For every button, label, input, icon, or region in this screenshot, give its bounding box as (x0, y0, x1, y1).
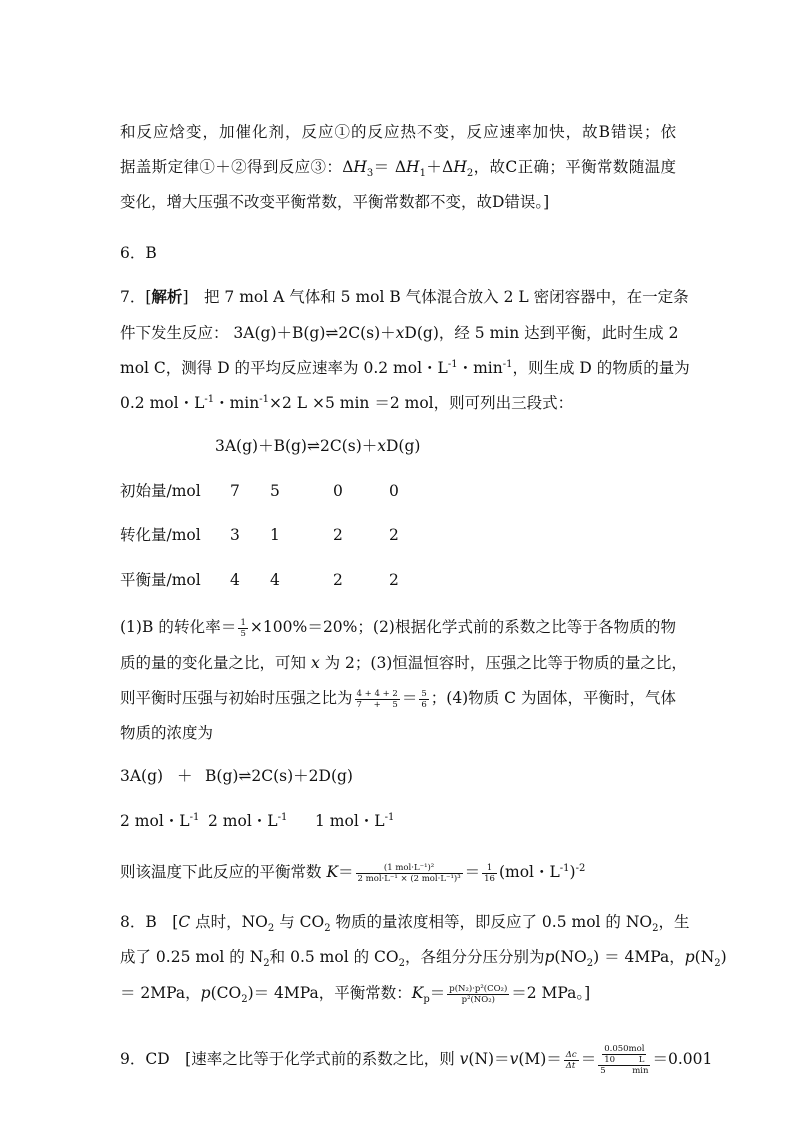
numerator: 5 (421, 688, 427, 699)
fraction (356, 863, 463, 884)
reaction-equation (120, 766, 163, 786)
subscript: 2 (714, 958, 721, 970)
numerator: Δc (565, 1049, 577, 1060)
text-run: ) (569, 863, 576, 881)
text-run: 质的量的变化量之比，可知 (120, 654, 311, 672)
text-run: x (377, 437, 386, 455)
text-run: D(g) (386, 437, 421, 455)
text-run: (CO (210, 984, 242, 1002)
text-run: ＝ (338, 863, 354, 881)
text-run: ＝ (580, 1050, 597, 1068)
denominator: 5 min (600, 1066, 649, 1076)
answer-6 (120, 243, 676, 263)
row-label: 初始量/mol (120, 482, 201, 500)
text-run: ) (720, 948, 727, 966)
text-run: ＝ 2MPa， (120, 984, 201, 1002)
subscript: 2 (652, 923, 659, 935)
text-run: ] 把 7 mol A 气体和 5 mol B 气体混合放入 2 L 密闭容器中，在一定条 (182, 288, 689, 306)
denominator: 5 (240, 628, 246, 639)
reaction-equation-plus (177, 766, 193, 786)
superscript: -1 (559, 862, 570, 874)
text-run: 则平衡时压强与初始时压强之比为 (120, 689, 353, 707)
text-run: 6．B (120, 244, 157, 262)
text-run: H (406, 158, 420, 176)
text-line (120, 653, 687, 673)
superscript: -1 (277, 811, 288, 823)
text-run: 物质的浓度为 (120, 724, 214, 742)
text-run: H (453, 158, 467, 176)
subscript: p (423, 994, 430, 1006)
fraction (419, 689, 428, 710)
text-run: 3A(g)＋B(g)⇌2C(s)＋ (215, 437, 378, 455)
subscript: 2 (324, 923, 331, 935)
text-run: ×2 L ×5 min ＝2 mol，则可列出三段式： (269, 394, 574, 412)
text-run: ＝2 MPa。] (511, 984, 591, 1002)
text-run: 成了 0.25 mol 的 N (120, 948, 264, 966)
text-run: (NO (554, 948, 587, 966)
text-run: ＝ (401, 689, 418, 707)
text-run: 据盖斯定律①＋②得到反应③：Δ (120, 158, 354, 176)
numerator: p(N₂)·p²(CO₂) (449, 983, 508, 994)
table-cell: 2 (333, 526, 343, 544)
reaction-equation (205, 766, 353, 786)
text-run: ) ＝ 4MPa， (593, 948, 685, 966)
denominator: 2 mol·L⁻¹ × (2 mol·L⁻¹)³ (357, 873, 461, 884)
subscript: 3 (366, 168, 374, 180)
numerator (598, 1044, 650, 1066)
text-line (120, 192, 676, 212)
text-line (120, 947, 727, 970)
equilibrium-constant-line (120, 862, 585, 884)
table-cell: 2 (389, 571, 399, 589)
text-run: v (509, 1050, 519, 1068)
text-run: 点时，NO (190, 913, 268, 931)
text-run: ，则生成 D 的物质的量为 (512, 359, 690, 377)
superscript: -1 (204, 393, 215, 405)
table-cell: 1 (270, 526, 280, 544)
text-run: 为 2；(3)恒温恒容时，压强之比等于物质的量之比， (319, 654, 687, 672)
table-cell: 4 (270, 571, 280, 589)
text-run: 7．[ (120, 288, 152, 306)
text-run: ・min (214, 394, 260, 412)
text-run: ，故C正确；平衡常数随温度 (473, 158, 676, 176)
text-run: H (353, 158, 367, 176)
text-run: K (326, 863, 339, 881)
text-line (120, 723, 676, 743)
numerator: 1 (240, 617, 246, 628)
text-line (120, 983, 676, 1005)
subscript: 2 (267, 923, 275, 935)
table-cell: 2 (333, 571, 343, 589)
table-cell: 3 (230, 526, 240, 544)
table-cell: 2 (389, 526, 399, 544)
denominator: 10 L (604, 1055, 645, 1065)
denominator: 6 (421, 699, 427, 710)
text-run: 1 mol・L (315, 812, 385, 830)
text-run: 8．B [ (120, 913, 179, 931)
compound-fraction (598, 1044, 650, 1076)
text-run: ＋ (177, 767, 193, 785)
text-run: ×100%＝20%；(2)根据化学式前的系数之比等于各物质的物 (249, 618, 676, 636)
analysis-label: 解析 (151, 287, 183, 306)
text-run: 3A(g) (120, 767, 164, 785)
text-run: 与 CO (274, 913, 325, 931)
text-run: ＝ Δ (373, 158, 407, 176)
text-line (120, 617, 676, 639)
text-run: 件下发生反应： 3A(g)＋B(g)⇌2C(s)＋ (120, 324, 396, 342)
inner-fraction (602, 1044, 646, 1065)
text-run: 0.2 mol・L (120, 394, 205, 412)
text-run: ，生 (658, 913, 690, 931)
numerator: (1 mol·L⁻¹)² (356, 863, 463, 874)
table-cell: 7 (230, 482, 240, 500)
text-run: ＝0.001 (652, 1050, 713, 1068)
text-run: (N (694, 948, 715, 966)
text-run: p (684, 948, 695, 966)
superscript: -1 (259, 393, 269, 405)
text-run: B(g)⇌2C(s)＋2D(g) (205, 767, 353, 785)
text-run: p (544, 948, 555, 966)
text-run: 2 mol・L (208, 812, 278, 830)
denominator: 7 + 5 (356, 699, 398, 710)
table-cell: 0 (389, 482, 399, 500)
numerator: 4 + 4 + 2 (356, 688, 398, 699)
superscript: -1 (447, 358, 458, 370)
fraction (482, 863, 497, 884)
text-run: 9．CD [速率之比等于化学式前的系数之比，则 (120, 1050, 460, 1068)
text-run: p (200, 984, 211, 1002)
fraction (447, 984, 509, 1005)
text-run: )＝ 4MPa，平衡常数： (247, 984, 412, 1002)
text-run: D(g)，经 5 min 达到平衡，此时生成 2 (404, 324, 679, 342)
text-run: (mol・L (498, 863, 560, 881)
row-label: 转化量/mol (120, 526, 201, 544)
denominator: Δt (565, 1060, 576, 1071)
subscript: 2 (586, 958, 594, 970)
concentration (208, 811, 287, 831)
text-line (120, 358, 690, 378)
concentration (120, 811, 199, 831)
denominator: p²(NO₂) (461, 994, 495, 1005)
table-cell: 4 (230, 571, 240, 589)
table-cell: 5 (270, 482, 280, 500)
row-label: 平衡量/mol (120, 571, 201, 589)
text-run: x (395, 324, 405, 342)
text-run: (N)＝ (468, 1050, 510, 1068)
numerator: 0.050mol (604, 1044, 645, 1054)
fraction (238, 618, 247, 639)
text-run: 变化，增大压强不改变平衡常数，平衡常数都不变，故D错误。] (120, 193, 550, 211)
concentration (315, 811, 394, 831)
text-run: 物质的量浓度相等，即反应了 0.5 mol 的 NO (330, 913, 653, 931)
text-run: v (459, 1050, 469, 1068)
text-line (120, 157, 676, 180)
text-run: 2 mol・L (120, 812, 190, 830)
text-line (120, 912, 690, 935)
fraction (564, 1050, 579, 1071)
text-run: x (310, 654, 320, 672)
text-line (120, 122, 676, 142)
text-line (120, 323, 679, 343)
text-run: 和 0.5 mol 的 CO (269, 948, 399, 966)
text-line (120, 688, 676, 710)
numerator: 1 (482, 863, 497, 874)
text-run: K (411, 984, 424, 1002)
text-run: ，各组分分压分别为 (404, 948, 545, 966)
reaction-equation (215, 436, 420, 456)
text-run: ＋Δ (425, 158, 454, 176)
text-run: 则该温度下此反应的平衡常数 (120, 863, 327, 881)
text-run: ＝ (464, 863, 481, 881)
text-line (120, 287, 689, 307)
text-run: mol C，测得 D 的平均反应速率为 0.2 mol・L (120, 359, 448, 377)
text-run: (1)B 的转化率＝ (120, 618, 237, 636)
superscript: -2 (575, 862, 586, 874)
superscript: -1 (502, 358, 513, 370)
subscript: 2 (466, 168, 474, 180)
superscript: -1 (189, 811, 200, 823)
subscript: 2 (263, 958, 270, 970)
fraction (355, 689, 400, 710)
subscript: 2 (398, 958, 405, 970)
subscript: 2 (241, 994, 248, 1006)
text-run: 和反应焓变，加催化剂，反应①的反应热不变，反应速率加快，故B错误；依 (120, 123, 676, 141)
text-run: ＝ (429, 984, 446, 1002)
table-cell: 0 (333, 482, 343, 500)
text-line (120, 1044, 713, 1076)
subscript: 1 (419, 168, 426, 180)
text-line (120, 393, 676, 413)
denominator: 16 (484, 873, 495, 884)
text-run: (M)＝ (518, 1050, 562, 1068)
superscript: -1 (384, 811, 395, 823)
text-run: C (178, 913, 191, 931)
text-run: ・min (457, 359, 503, 377)
text-run: ；(4)物质 C 为固体，平衡时，气体 (430, 689, 676, 707)
